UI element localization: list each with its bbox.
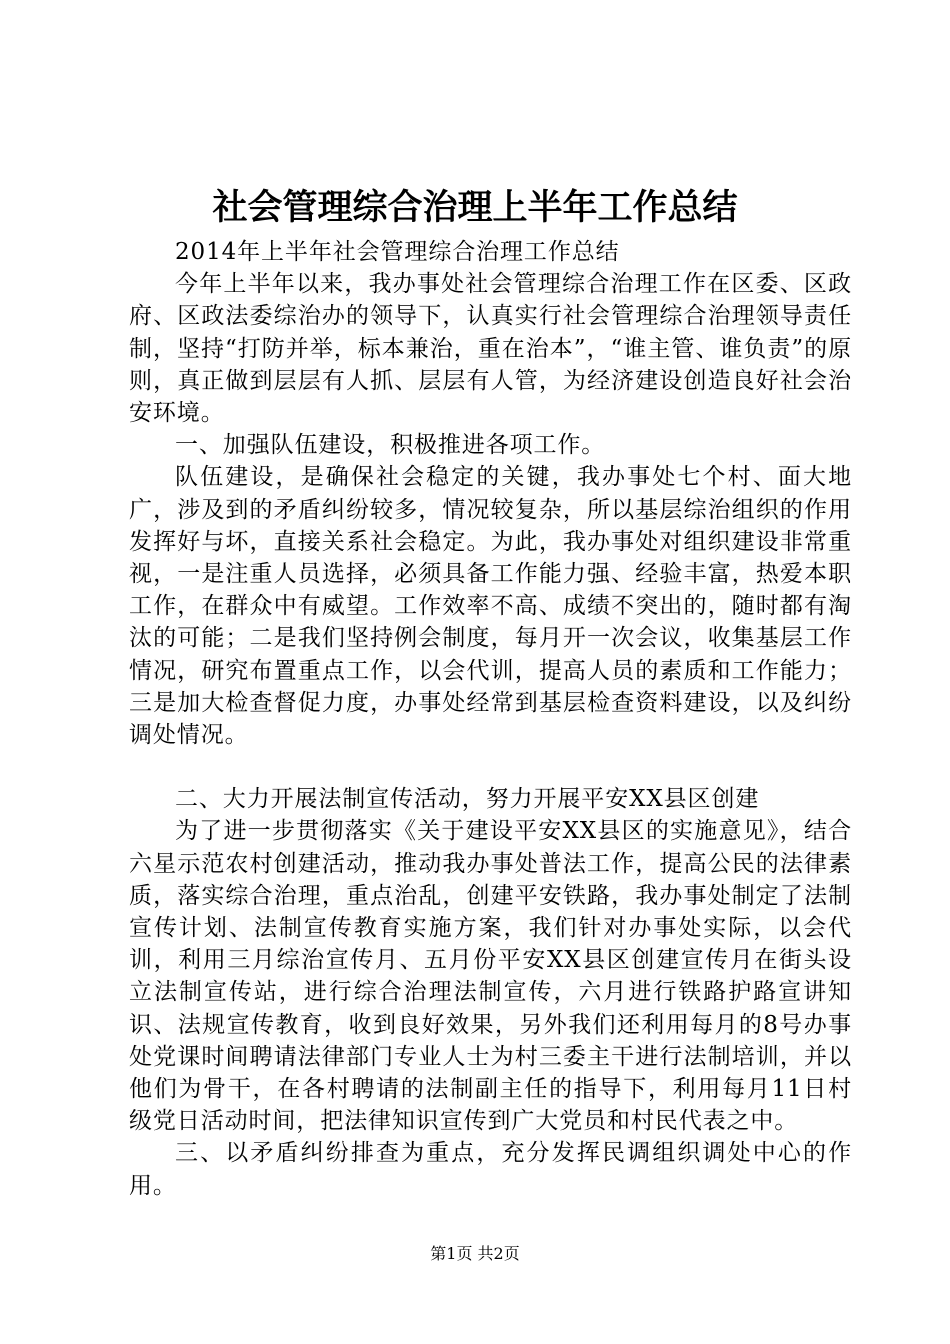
section-heading-3: 三、以矛盾纠纷排查为重点，充分发挥民调组织调处中心的作用。 [129,1140,852,1199]
page-number-footer: 第1页 共2页 [430,1244,520,1263]
paragraph-section-1: 队伍建设，是确保社会稳定的关键，我办事处七个村、面大地广，涉及到的矛盾纠纷较多，情况较复杂，所以基层综治组织的作用发挥好与坏，直接关系社会稳定。为此，我办事处对组织建设非常重视，一是注重人员选择，必须具备工作能力强、经验丰富，热爱本职工作，在群众中有威望。工作效率不高、成绩不突出的，随时都有淘汰的可能；二是我们坚持例会制度，每月开一次会议，收集基层工作情况，研究布置重点工作，以会代训，提高人员的素质和工作能力；三是加大检查督促力度，办事处经常到基层检查资料建设，以及纠纷调处情况。 [129,464,852,749]
paragraph-intro: 今年上半年以来，我办事处社会管理综合治理工作在区委、区政府、区政法委综治办的领导下，认真实行社会管理综合治理领导责任制，坚持“打防并举，标本兼治，重在治本”，“谁主管、谁负责”的原则，真正做到层层有人抓、层层有人管，为经济建设创造良好社会治安环境。 [129,271,852,427]
document-body [129,236,852,1202]
section-heading-2: 二、大力开展法制宣传活动，努力开展平安XX县区创建 [175,786,760,813]
section-heading-1: 一、加强队伍建设，积极推进各项工作。 [175,432,606,459]
paragraph-section-2: 为了进一步贯彻落实《关于建设平安XX县区的实施意见》，结合六星示范农村创建活动，推动我办事处普法工作，提高公民的法律素质，落实综合治理，重点治乱，创建平安铁路，我办事处制定了法制宣传计划、法制宣传教育实施方案，我们针对办事处实际，以会代训，利用三月综治宣传月、五月份平安XX县区创建宣传月在街头设立法制宣传站，进行综合治理法制宣传，六月进行铁路护路宣讲知识、法规宣传教育，收到良好效果，另外我们还利用每月的8号办事处党课时间聘请法律部门专业人士为村三委主干进行法制培训，并以他们为骨干，在各村聘请的法制副主任的指导下，利用每月11日村级党日活动时间，把法律知识宣传到广大党员和村民代表之中。 [129,818,852,1135]
paragraph-heading-line: 2014年上半年社会管理综合治理工作总结 [175,239,620,265]
document-title: 社会管理综合治理上半年工作总结 [212,188,738,228]
